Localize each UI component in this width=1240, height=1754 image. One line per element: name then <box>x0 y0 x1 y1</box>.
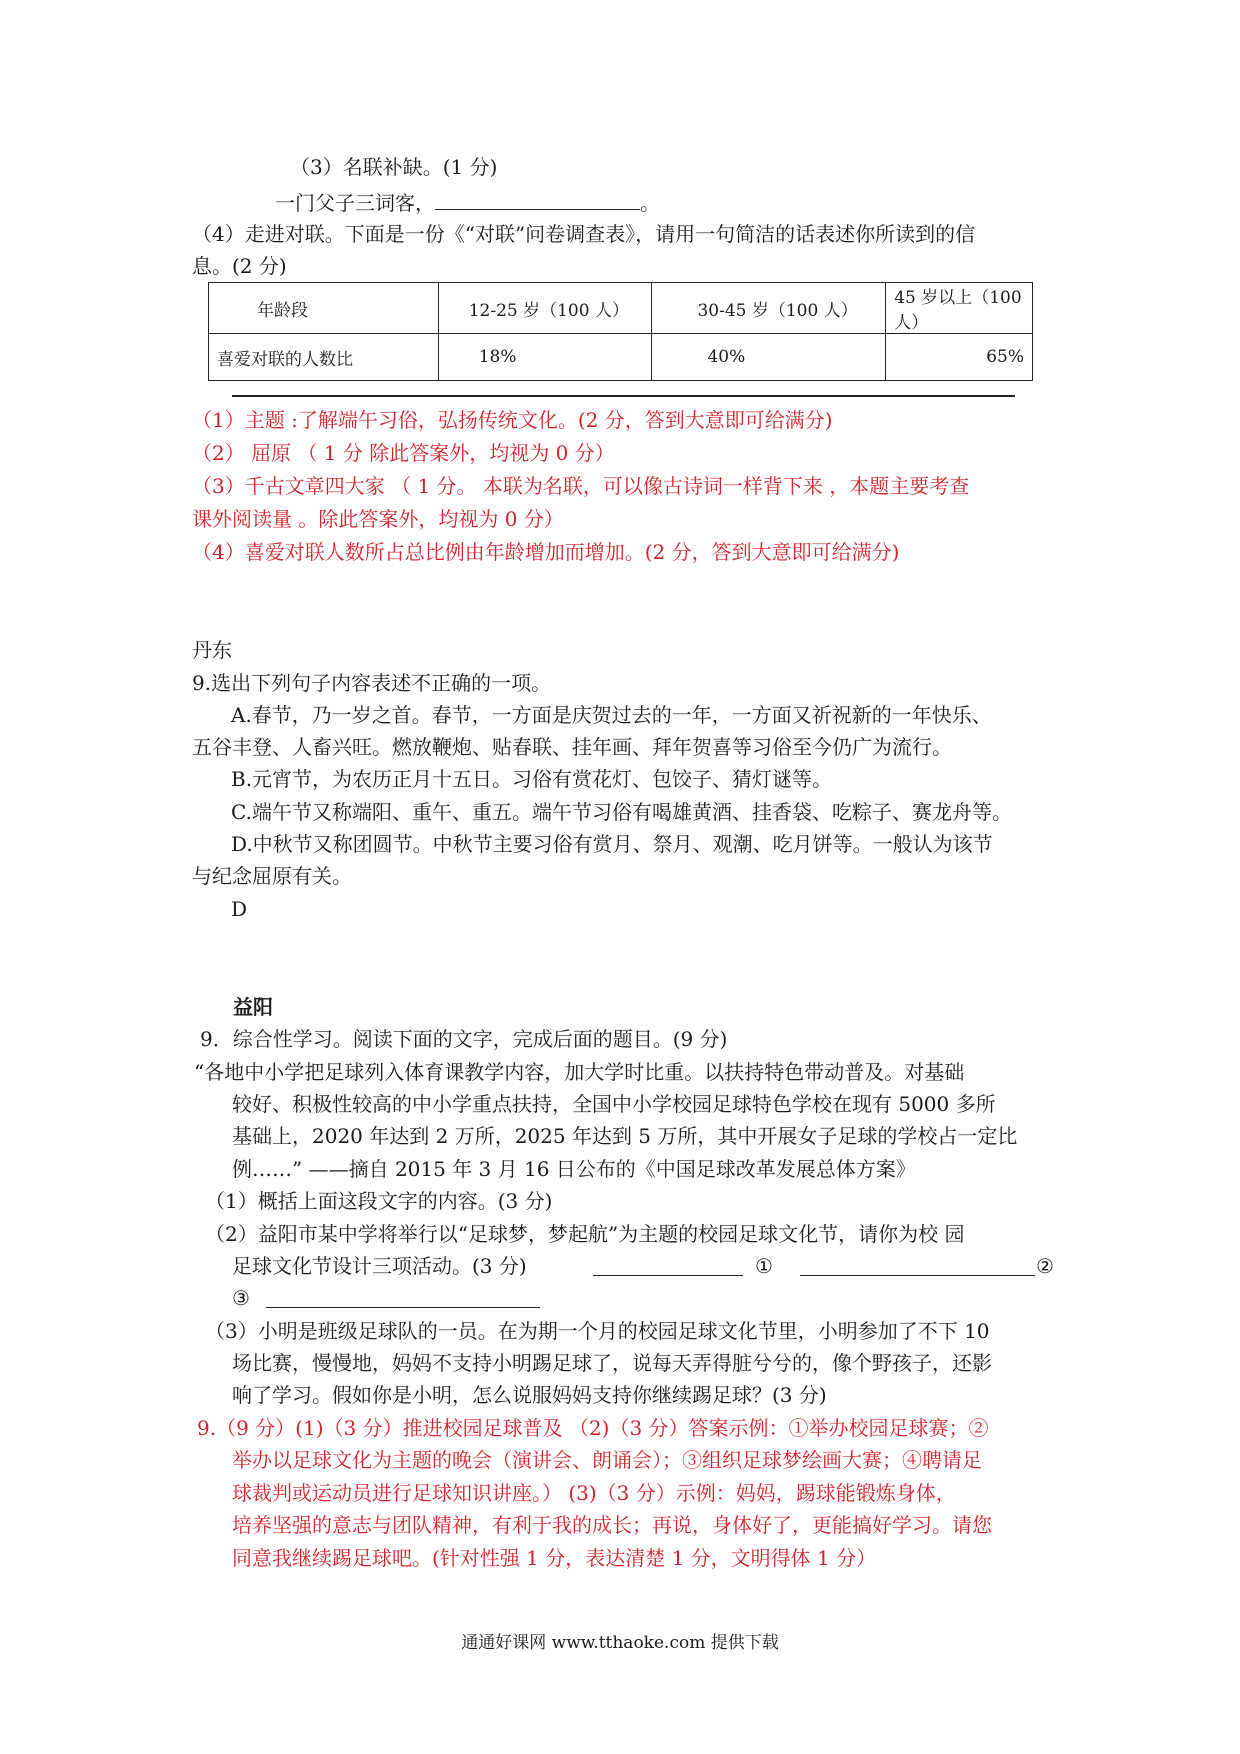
yiyang-answer-line: 举办以足球文化为主题的晚会（演讲会、朗诵会）；③组织足球梦绘画大赛；④聘请足 <box>232 1448 982 1472</box>
question-9-dandong: 9.选出下列句子内容表述不正确的一项。 <box>192 671 552 695</box>
sub-question-1: （1）概括上面这段文字的内容。(3 分) <box>205 1189 553 1213</box>
quote-line: 较好、积极性较高的中小学重点扶持，全国中小学校园足球特色学校在现有 5000 多所 <box>232 1092 996 1116</box>
option-a-line1: A.春节，乃一岁之首。春节，一方面是庆贺过去的一年，一方面又祈祝新的一年快乐、 <box>231 703 992 727</box>
activity-blank-3[interactable] <box>266 1287 540 1308</box>
table-cell: 65% <box>886 334 1033 381</box>
yiyang-answer-line: 球裁判或运动员进行足球知识讲座。） (3)（3 分）示例：妈妈，踢球能锻炼身体， <box>232 1481 956 1505</box>
q4-title-line1: （4）走进对联。下面是一份《“对联”问卷调查表》，请用一句简洁的话表述你所读到的信 <box>192 222 976 246</box>
option-d-line2: 与纪念屈原有关。 <box>192 864 352 888</box>
answer-line: （4）喜爱对联人数所占总比例由年龄增加而增加。(2 分，答到大意即可给满分) <box>192 540 900 564</box>
option-d-line1: D.中秋节又称团圆节。中秋节主要习俗有赏月、祭月、观潮、吃月饼等。一般认为该节 <box>231 832 993 856</box>
table-cell: 18% <box>438 334 652 381</box>
table-header-cell: 年龄段 <box>209 283 439 334</box>
section-heading-yiyang: 益阳 <box>233 995 273 1019</box>
circle-number-2: ② <box>1036 1254 1054 1278</box>
circle-number-3: ③ <box>232 1286 250 1310</box>
dandong-answer: D <box>231 897 248 921</box>
answer-line: （2） 屈原 （ 1 分 除此答案外，均视为 0 分） <box>192 441 615 465</box>
survey-table <box>208 282 1033 381</box>
option-c: C.端午节又称端阳、重午、重五。端午节习俗有喝雄黄酒、挂香袋、吃粽子、赛龙舟等。 <box>231 800 1012 824</box>
answer-line: 课外阅读量 。除此答案外，均视为 0 分） <box>192 507 564 531</box>
option-a-line2: 五谷丰登、人畜兴旺。燃放鞭炮、贴春联、挂年画、拜年贺喜等习俗至今仍广为流行。 <box>192 735 952 759</box>
section-heading-dandong: 丹东 <box>192 638 232 662</box>
yiyang-answer-line: 同意我继续踢足球吧。(针对性强 1 分，表达清楚 1 分，文明得体 1 分） <box>232 1546 877 1570</box>
sub-question-2-line1: （2）益阳市某中学将举行以“足球梦，梦起航”为主题的校园足球文化节，请你为校 园 <box>205 1222 965 1246</box>
question-9-yiyang: 9．综合性学习。阅读下面的文字，完成后面的题目。(9 分) <box>200 1027 728 1051</box>
table-cell: 40% <box>652 334 886 381</box>
circle-number-1: ① <box>755 1254 773 1278</box>
answer-line: （1）主题 :了解端午习俗，弘扬传统文化。(2 分，答到大意即可给满分) <box>192 408 833 432</box>
sub-question-2-text: 足球文化节设计三项活动。(3 分) <box>232 1254 527 1278</box>
table-header-cell: 45 岁以上（100 人） <box>886 283 1033 334</box>
sub-question-3-line1: （3）小明是班级足球队的一员。在为期一个月的校园足球文化节里，小明参加了不下 10 <box>205 1319 990 1343</box>
yiyang-answer-line: 9.（9 分）(1)（3 分）推进校园足球普及 （2)（3 分）答案示例：①举办校园足球赛；② <box>197 1416 989 1440</box>
yiyang-answer-line: 培养坚强的意志与团队精神，有利于我的成长；再说，身体好了，更能搞好学习。请您 <box>232 1513 992 1537</box>
q3-couplet-line <box>275 189 660 216</box>
q4-answer-line[interactable] <box>232 395 1015 397</box>
table-cell: 喜爱对联的人数比 <box>209 334 439 381</box>
q4-title-line2: 息。(2 分) <box>192 254 287 278</box>
q3-title: （3）名联补缺。(1 分) <box>290 155 498 179</box>
table-row <box>209 334 1033 381</box>
q3-couplet-text: 一门父子三词客， <box>275 191 435 215</box>
sub-question-3-line3: 响了学习。假如你是小明，怎么说服妈妈支持你继续踢足球？(3 分) <box>232 1383 827 1407</box>
q3-answer-blank[interactable] <box>435 189 640 210</box>
activity-blank-1[interactable] <box>593 1255 743 1276</box>
table-header-row <box>209 283 1033 334</box>
q3-couplet-end: 。 <box>640 191 660 215</box>
answer-line: （3）千古文章四大家 （ 1 分。 本联为名联，可以像古诗词一样背下来 ，本题主要考查 <box>192 474 970 498</box>
quote-line: “各地中小学把足球列入体育课教学内容，加大学时比重。以扶持特色带动普及。对基础 <box>194 1060 965 1084</box>
quote-line: 例……” ——摘自 2015 年 3 月 16 日公布的《中国足球改革发展总体方案》 <box>232 1157 916 1181</box>
activity-blank-2[interactable] <box>800 1255 1035 1276</box>
sub-question-3-line2: 场比赛，慢慢地，妈妈不支持小明踢足球了，说每天弄得脏兮兮的，像个野孩子，还影 <box>232 1351 992 1375</box>
sub-question-2-line2 <box>232 1253 527 1279</box>
table-header-cell: 30-45 岁（100 人） <box>652 283 886 334</box>
option-b: B.元宵节，为农历正月十五日。习俗有赏花灯、包饺子、猜灯谜等。 <box>231 767 833 791</box>
page-footer: 通通好课网 www.tthaoke.com 提供下载 <box>461 1633 779 1653</box>
quote-line: 基础上，2020 年达到 2 万所，2025 年达到 5 万所，其中开展女子足球的学校占一定比 <box>232 1124 1018 1148</box>
table-header-cell: 12-25 岁（100 人） <box>438 283 652 334</box>
